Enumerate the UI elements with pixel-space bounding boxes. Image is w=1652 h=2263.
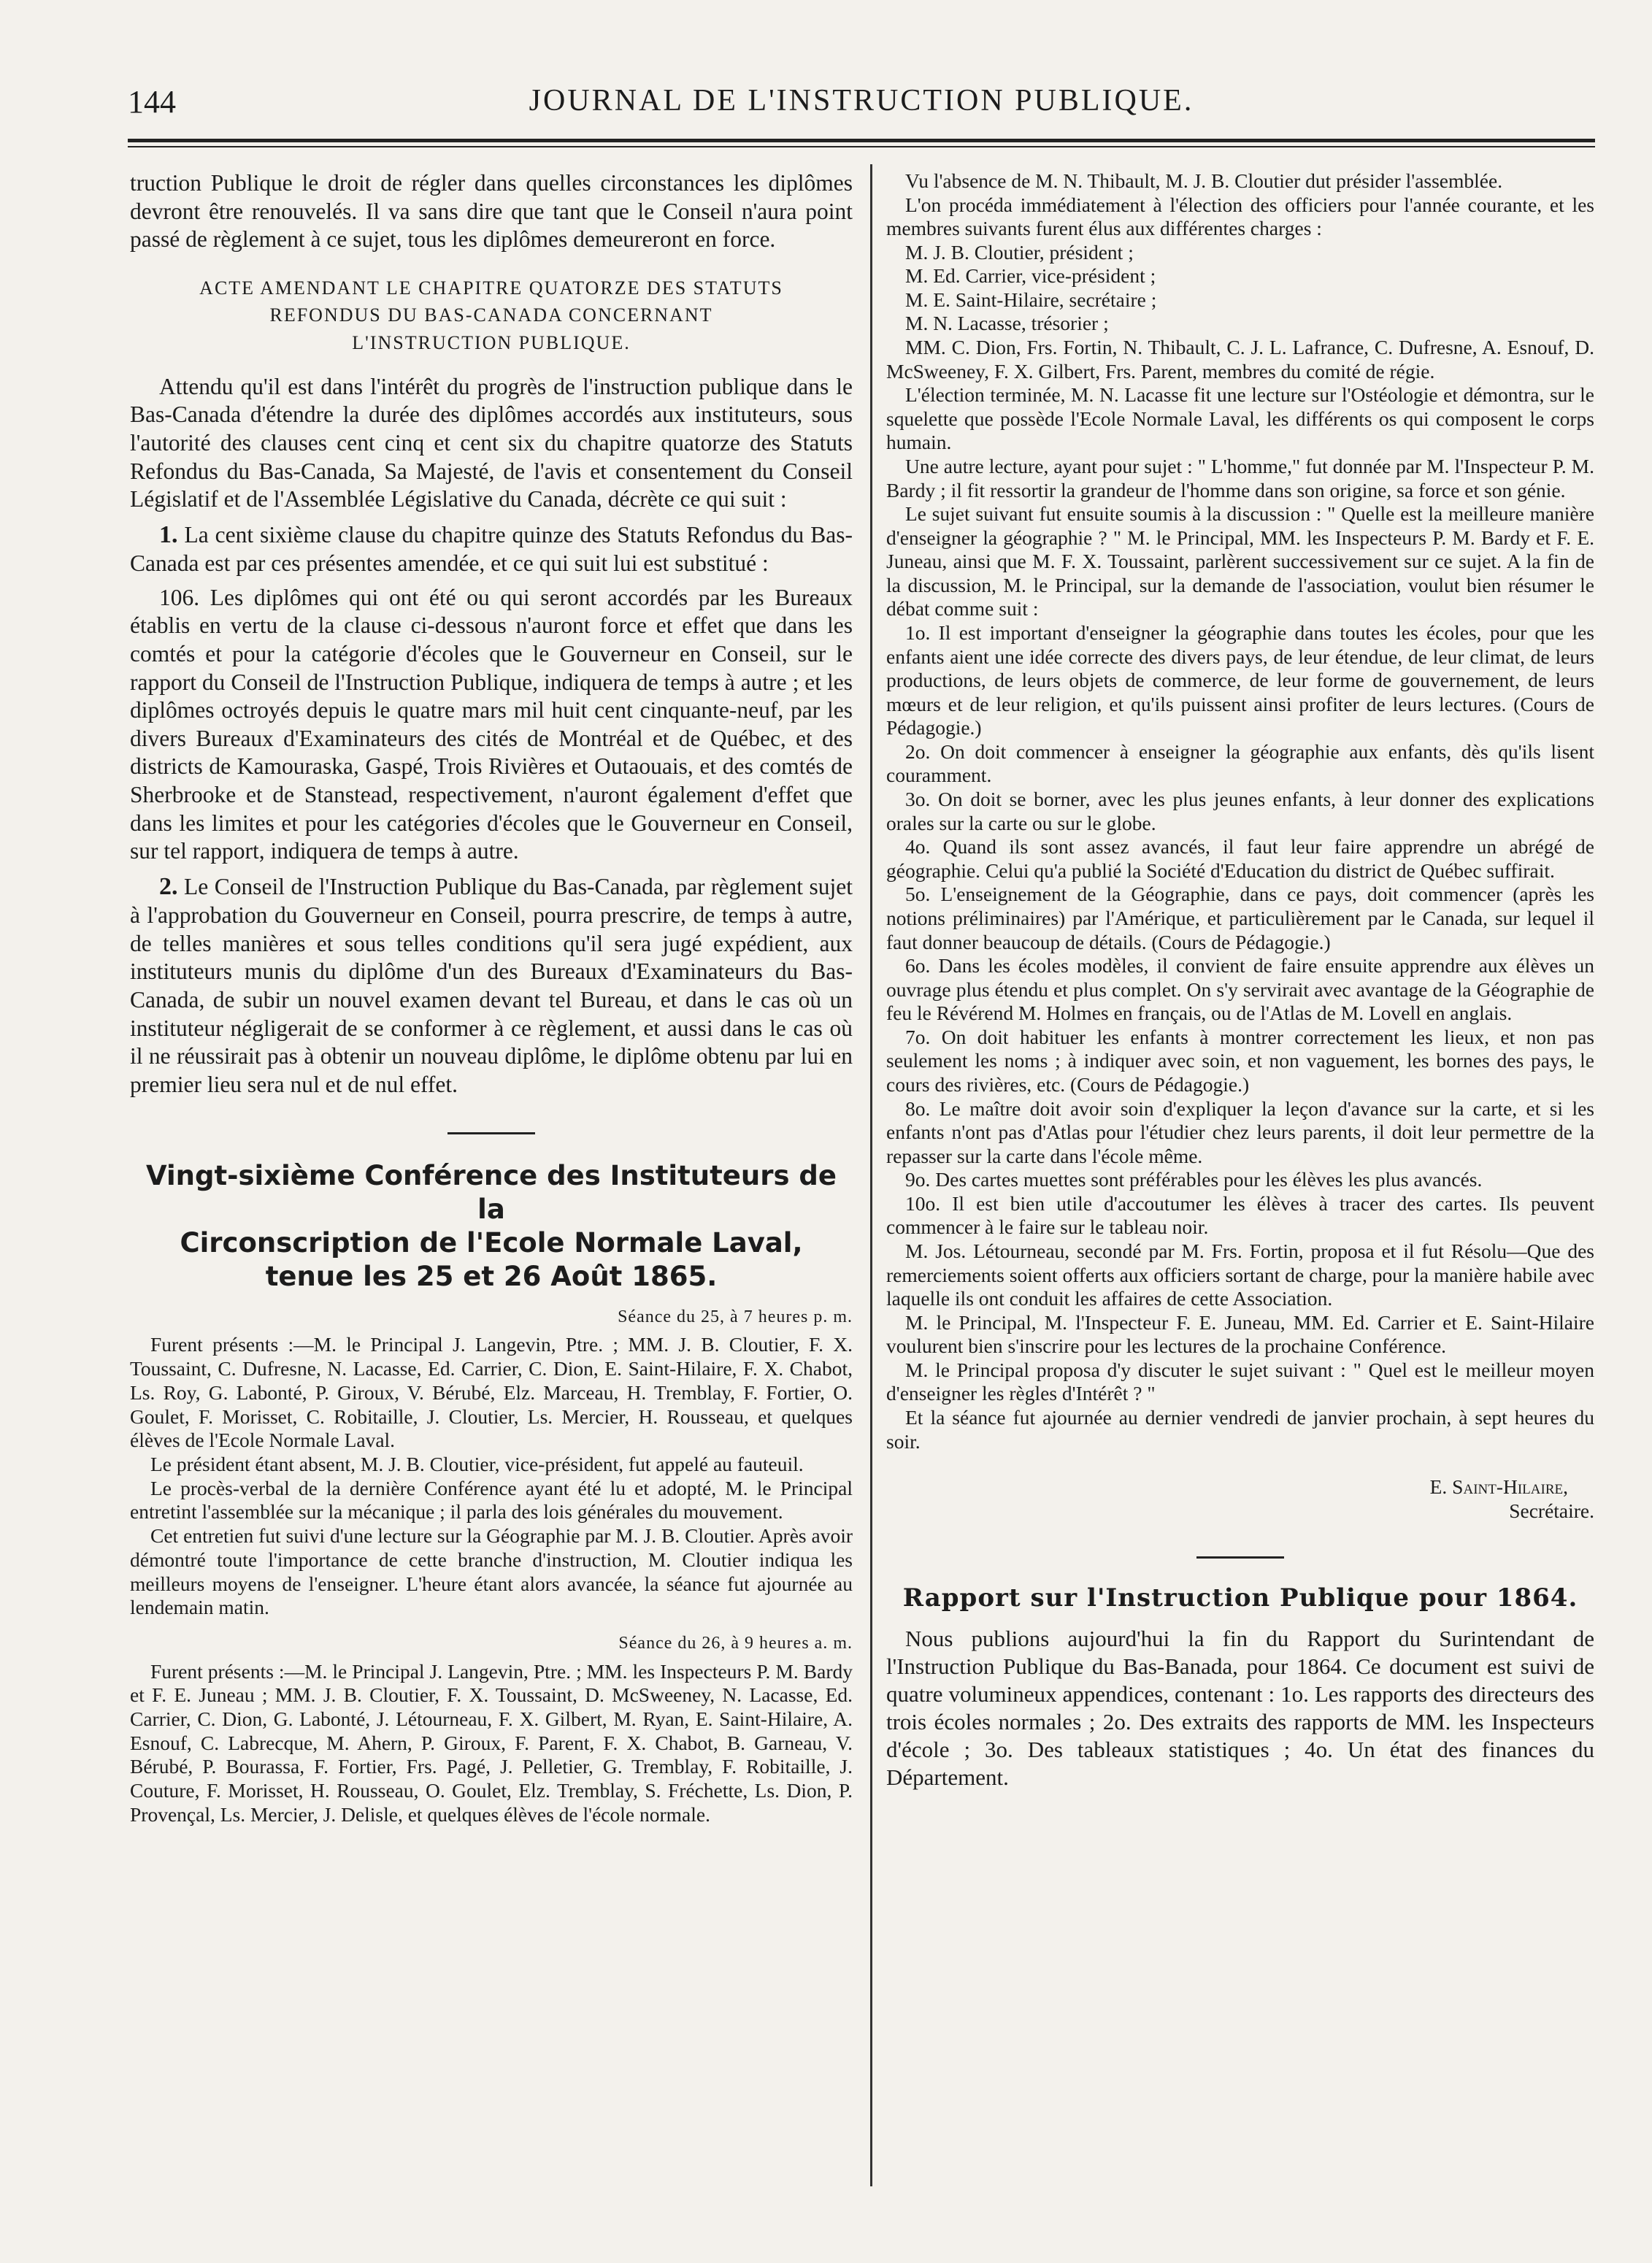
numbered-point: 5o. L'enseignement de la Géographie, dans ce pays, doit commencer (après les notions préliminaires) par l'Amérique, et particulièrement par le Canada, sur lequel il faut donner beaucoup de détails. (Cours de Pédagogie.) [886,883,1594,953]
clause-1-text: La cent sixième clause du chapitre quinze des Statuts Refondus du Bas-Canada est par ces présentes amendée, et ce qui suit lui est substitué : [130,521,853,577]
act-title [130,274,853,357]
clause-1 [130,520,853,578]
clause-2 [130,872,853,1099]
conference-title-line: Vingt-sixième Conférence des Instituteurs de la [146,1160,837,1226]
seance-1-paragraph: Le procès-verbal de la dernière Conférence ayant été lu et adopté, M. le Principal entretint l'assemblée sur la mécanique ; il parla des lois générales du mouvement. [130,1476,853,1524]
right-paragraph: L'on procéda immédiatement à l'élection des officiers pour l'année courante, et les membres suivants furent élus aux différentes charges : [886,193,1594,240]
officer-line: M. E. Saint-Hilaire, secrétaire ; [905,288,1157,311]
numbered-point: 3o. On doit se borner, avec les plus jeunes enfants, à leur donner des explications orales sur la carte ou sur le globe. [886,788,1594,834]
rapport-title: Rapport sur l'Instruction Publique pour 1864. [902,1583,1578,1613]
intro-paragraph: truction Publique le droit de régler dans quelles circonstances les diplômes devront être renouvelés. Il va sans dire que tant que le Conseil n'aura point passé de règlement à ce sujet, tous les diplômes demeureront en force. [130,170,853,253]
page-header [128,79,1595,123]
column-divider [870,164,872,2186]
clause-106: 106. Les diplômes qui ont été ou qui seront accordés par les Bureaux établis en vertu de la clause ci-dessous n'auront force et effet que dans les comtés et pour la catégorie d'écoles que le Gouverneur en Conseil, sur le rapport du Conseil de l'Instruction Publique, indiquera de temps à autre ; et les diplômes octroyés depuis le quatre mars mil huit cent cinquante-neuf, par les divers Bureaux d'Examinateurs des cités de Montréal et de Québec, et des districts de Kamouraska, Gaspé, Trois Rivières et Outaouais, et des comtés de Sherbrooke et de Stanstead, respectivement, n'auront également d'effet que dans les limites et pour les catégories d'écoles que le Gouverneur en Conseil, sur tel rapport, indiquera de temps à autre. [130,584,853,864]
right-paragraph: Et la séance fut ajournée au dernier vendredi de janvier prochain, à sept heures du soir. [886,1406,1594,1453]
act-title-line: REFONDUS DU BAS-CANADA CONCERNANT [269,304,713,326]
numbered-point: 4o. Quand ils sont assez avancés, il faut leur faire apprendre un abrégé de géographie. Celui qu'a publié la Société d'Education du district de Québec suffirait. [886,835,1594,882]
signature-block [886,1475,1594,1523]
seance-2-heading: Séance du 26, à 9 heures a. m. [618,1634,853,1653]
signature-name: E. Saint-Hilaire, [1429,1475,1568,1499]
seance-1-paragraph: Le président étant absent, M. J. B. Cloutier, vice-président, fut appelé au fauteuil. [150,1453,804,1476]
right-paragraph: Vu l'absence de M. N. Thibault, M. J. B. Cloutier dut présider l'assemblée. [905,169,1503,192]
clause-2-text: Le Conseil de l'Instruction Publique du Bas-Canada, par règlement sujet à l'approbation du Gouverneur en Conseil, pourra prescrire, de temps à autre, de telles manières et sous telles conditions qu'il sera jugé expédient, aux instituteurs munis du diplôme d'un des Bureaux d'Examinateurs du Bas-Canada, de subir un nouvel examen devant tel Bureau, et dans le cas où un instituteur négligerait de se conformer à ce règlement, et aussi dans le cas où il ne réussirait pas à obtenir un nouveau diplôme, le diplôme obtenu par lui en premier lieu sera nul et de nul effet. [130,873,853,1097]
act-preamble: Attendu qu'il est dans l'intérêt du progrès de l'instruction publique dans le Bas-Canada d'étendre la durée des diplômes accordés aux instituteurs, sous l'autorité des clauses cent cinq et cent six du chapitre quatorze des Statuts Refondus du Bas-Canada, Sa Majesté, de l'avis et consentement du Conseil Législatif et de l'Assemblée Législative du Canada, décrète ce qui suit : [130,373,853,512]
conference-title [130,1159,853,1294]
numbered-point: 2o. On doit commencer à enseigner la géographie aux enfants, dès qu'ils lisent couramment. [886,739,1594,787]
section-divider [1196,1556,1284,1559]
officer-line: M. N. Lacasse, trésorier ; [905,312,1109,335]
right-paragraph: Une autre lecture, ayant pour sujet : " L'homme," fut donnée par M. l'Inspecteur P. M. Bardy ; il fit ressortir la grandeur de l'homme dans son origine, sa force et son génie. [886,454,1594,502]
right-paragraph: Le sujet suivant fut ensuite soumis à la discussion : " Quelle est la meilleure manière d'enseigner la géographie ? " M. le Principal, MM. les Inspecteurs P. M. Bardy et F. E. Juneau, ainsi que M. F. X. Toussaint, parlèrent successivement sur ce sujet. A la fin de la discussion, M. le Principal, sur la demande de l'association, voulut bien résumer le débat comme suit : [886,502,1594,620]
seance-1-paragraph: Cet entretien fut suivi d'une lecture sur la Géographie par M. J. B. Cloutier. Après avoir démontré toute l'importance de cette branche d'instruction, M. Cloutier indiqua les meilleurs moyens de l'enseigner. L'heure étant alors avancée, la séance fut ajournée au lendemain matin. [130,1524,853,1619]
header-rule-thick [128,139,1595,142]
numbered-point: 8o. Le maître doit avoir soin d'expliquer la leçon d'avance sur la carte, et si les enfants n'ont pas d'Atlas pour l'étudier chez leurs parents, il doit leur permettre de la repasser sur la carte dans l'école même. [886,1096,1594,1167]
officer-line: MM. C. Dion, Frs. Fortin, N. Thibault, C. J. L. Lafrance, C. Dufresne, A. Esnouf, D. McSweeney, F. X. Gilbert, Frs. Parent, membres du comité de régie. [886,336,1594,383]
right-paragraph: M. Jos. Létourneau, secondé par M. Frs. Fortin, proposa et il fut Résolu—Que des remerciements soient offerts aux officiers sortant de charge, pour la manière habile avec laquelle ils ont conduit les affaires de cette Association. [886,1240,1594,1310]
right-paragraph: L'élection terminée, M. N. Lacasse fit une lecture sur l'Ostéologie et démontra, sur le squelette que possède l'Ecole Normale Laval, les différents os qui composent le corps humain. [886,383,1594,454]
rapport-text: Nous publions aujourd'hui la fin du Rapport du Surintendant de l'Instruction Publique du Bas-Banada, pour 1864. Ce document est suivi de quatre volumineux appendices, contenant : 1o. Les rapports des directeurs des trois écoles normales ; 2o. Des extraits des rapports de MM. les Inspecteurs d'école ; 3o. Des tableaux statistiques ; 4o. Un état des finances du Département. [886,1625,1594,1791]
page-number: 144 [128,84,176,120]
conference-body [130,1307,853,1827]
clause-1-number: 1. [159,520,178,548]
officer-line: M. J. B. Cloutier, président ; [905,240,1134,264]
act-title-line: L'INSTRUCTION PUBLIQUE. [352,332,631,354]
seance-1-heading: Séance du 25, à 7 heures p. m. [618,1307,853,1326]
numbered-point: 7o. On doit habituer les enfants à montrer correctement les lieux, et non pas seulement les noms ; à indiquer avec soin, et non vaguement, les bornes des pays, le cours des rivières, etc. (Cours de Pédagogie.) [886,1025,1594,1096]
numbered-point: 6o. Dans les écoles modèles, il convient de faire ensuite apprendre aux élèves un ouvrage plus étendu et plus complet. On s'y servirait avec avantage de la Géographie de feu le Révérend M. Holmes en français, ou de l'Atlas de M. Lovell en anglais. [886,954,1594,1025]
signature-title: Secrétaire. [1509,1499,1594,1522]
right-column [886,169,1594,1791]
officer-line: M. Ed. Carrier, vice-président ; [905,264,1156,288]
numbered-point: 10o. Il est bien utile d'accoutumer les élèves à tracer des cartes. Ils peuvent commencer à le faire sur le tableau noir. [886,1191,1594,1239]
right-paragraph: M. le Principal proposa d'y discuter le sujet suivant : " Quel est le meilleur moyen d'enseigner les règles d'Intérêt ? " [886,1358,1594,1405]
conference-title-line: Circonscription de l'Ecole Normale Laval, [180,1227,803,1259]
numbered-point: 1o. Il est important d'enseigner la géographie dans toutes les écoles, pour que les enfants aient une idée correcte des divers pays, de leur étendue, de leur climat, de leurs productions, de leurs objets de commerce, de leur forme de gouvernement, de leurs mœurs et de leur religion, et qu'ils puissent ainsi profiter de leurs lectures. (Cours de Pédagogie.) [886,620,1594,739]
header-rule-thin [128,146,1595,147]
numbered-point: 9o. Des cartes muettes sont préférables pour les élèves les plus avancés. [905,1168,1483,1191]
act-title-line: ACTE AMENDANT LE CHAPITRE QUATORZE DES STATUTS [199,277,783,299]
journal-title: JOURNAL DE L'INSTRUCTION PUBLIQUE. [529,84,1194,118]
section-divider [447,1132,535,1134]
left-column [130,169,853,1827]
seance-1-present: Furent présents :—M. le Principal J. Langevin, Ptre. ; MM. J. B. Cloutier, F. X. Toussaint, C. Dufresne, N. Lacasse, Ed. Carrier, C. Dion, E. Saint-Hilaire, F. X. Chabot, Ls. Roy, G. Labonté, P. Giroux, V. Bérubé, Elz. Marceau, H. Tremblay, F. Fortier, O. Goulet, F. Morisset, C. Robitaille, J. Cloutier, Ls. Mercier, H. Rousseau, et quelques élèves de l'Ecole Normale Laval. [130,1333,853,1452]
conference-title-line: tenue les 25 et 26 Août 1865. [265,1261,718,1292]
seance-2-present: Furent présents :—M. le Principal J. Langevin, Ptre. ; MM. les Inspecteurs P. M. Bardy et F. E. Juneau ; MM. J. B. Cloutier, F. X. Toussaint, D. McSweeney, N. Lacasse, Ed. Carrier, C. Dion, G. Labonté, J. Létourneau, F. X. Gilbert, M. Ryan, E. Saint-Hilaire, A. Esnouf, C. Labrecque, M. Ahern, P. Giroux, F. Parent, F. X. Chabot, B. Garneau, V. Bérubé, P. Bourassa, F. Fortier, Frs. Pagé, J. Pelletier, G. Tremblay, F. Robitaille, J. Couture, F. Morisset, H. Rousseau, O. Goulet, Elz. Tremblay, S. Fréchette, Ls. Dion, P. Provençal, Ls. Mercier, J. Delisle, et quelques élèves de l'école normale. [130,1659,853,1826]
clause-2-number: 2. [159,872,178,900]
right-paragraph: M. le Principal, M. l'Inspecteur F. E. Juneau, MM. Ed. Carrier et E. Saint-Hilaire voulurent bien s'inscrire pour les lectures de la prochaine Conférence. [886,1310,1594,1358]
